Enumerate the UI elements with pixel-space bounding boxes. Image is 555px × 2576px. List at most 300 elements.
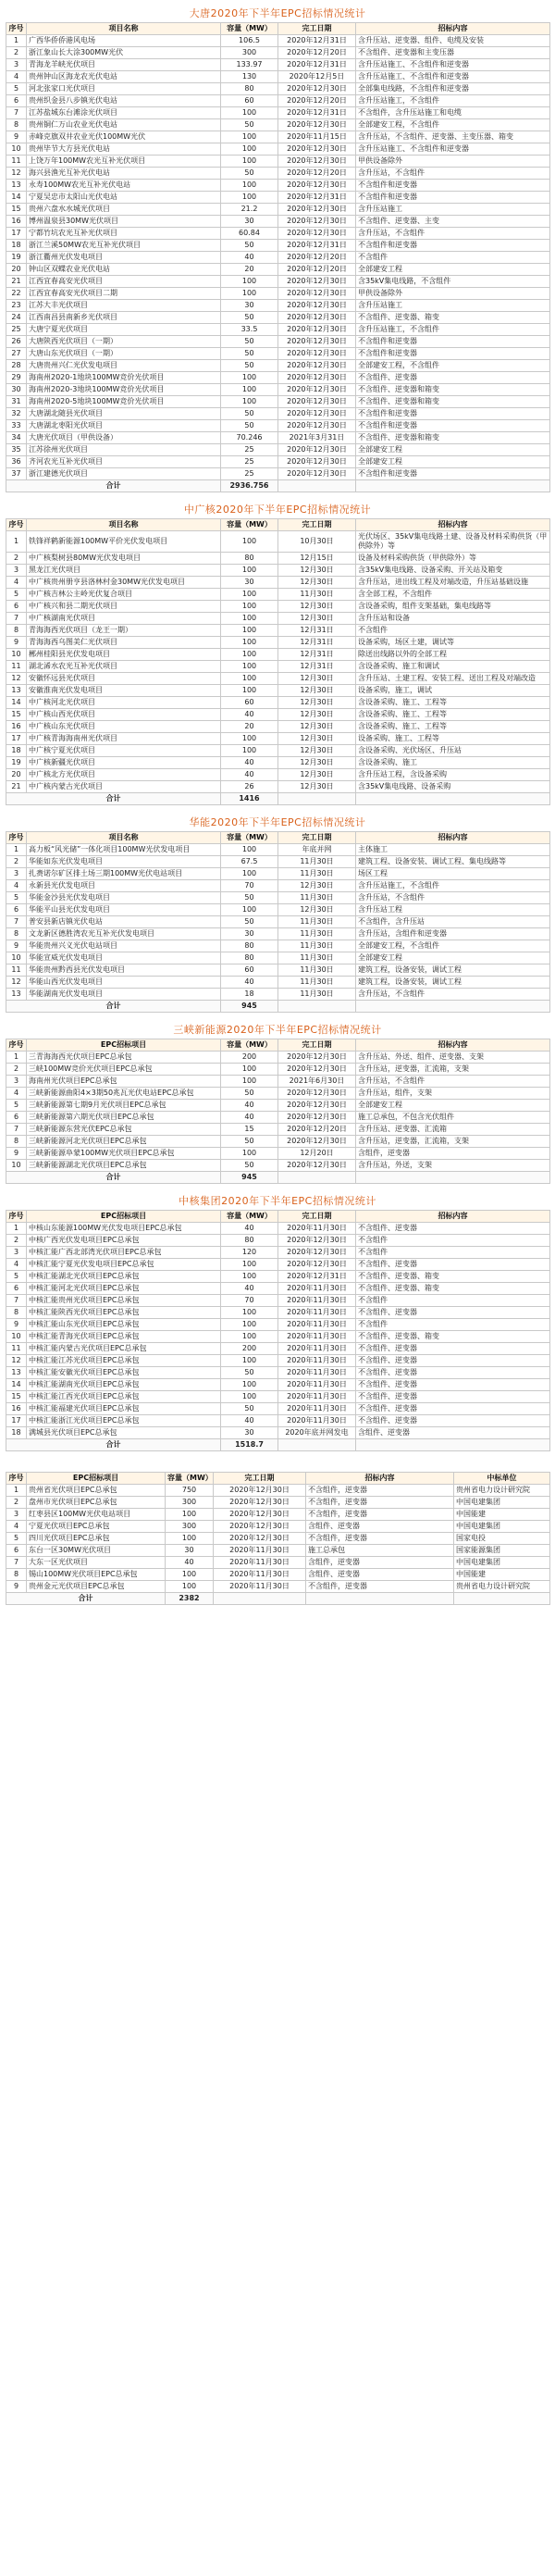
table-row: [6, 336, 550, 348]
table-cell: 12月31日: [278, 649, 356, 661]
table-cell: 3: [6, 565, 27, 577]
column-header: 完工日期: [278, 519, 356, 531]
table-cell: 中核汇能湖北光伏项目EPC总承包: [27, 1271, 221, 1283]
table-cell: 1: [6, 1223, 27, 1235]
table-cell: 钟山区双蝶农业光伏电站: [27, 264, 221, 276]
table-row: [6, 589, 550, 601]
table-cell: 中核汇能福建光伏项目EPC总承包: [27, 1403, 221, 1415]
table-cell: 17: [6, 733, 27, 745]
table-cell: 设备采购，场区土建，调试等: [356, 637, 550, 649]
table-cell: 2020年12月30日: [278, 156, 356, 168]
table-cell: 含35kV集电线路，不含组件: [356, 276, 550, 288]
table-row: [6, 531, 550, 553]
table-cell: 50: [221, 408, 278, 420]
table-cell: 2020年12月30日: [278, 216, 356, 228]
table-row: [6, 964, 550, 977]
table-cell: 不含组件、逆变器、主变: [356, 216, 550, 228]
table-cell: 4: [6, 1088, 27, 1100]
table-cell: 中核汇能安徽光伏项目EPC总承包: [27, 1367, 221, 1379]
column-header: 完工日期: [214, 1473, 306, 1485]
table-cell: 2020年12月30日: [278, 348, 356, 360]
table-cell: 11月30日: [278, 952, 356, 964]
column-header: 项目名称: [27, 832, 221, 844]
column-header: 容量（MW）: [221, 1039, 278, 1052]
table-cell: 8: [6, 1307, 27, 1319]
table-cell: 贵州钟山区海龙农光伏电站: [27, 71, 221, 83]
table-cell: 40: [221, 769, 278, 781]
table-row: [6, 904, 550, 916]
table-cell: 11月30日: [278, 977, 356, 989]
table-row: [6, 432, 550, 444]
table-cell: 不含组件、逆变器: [356, 1367, 550, 1379]
column-header: 序号: [6, 832, 27, 844]
table-cell: 21.2: [221, 204, 278, 216]
table-cell: 华能宣威光伏发电项目: [27, 952, 221, 964]
table-row: [6, 216, 550, 228]
table-cell: 12月30日: [278, 757, 356, 769]
table-cell: 2: [6, 47, 27, 59]
table-cell: 9: [6, 1581, 27, 1593]
table-cell: 不含组件和逆变器: [356, 348, 550, 360]
table-cell: 不含组件、逆变器: [356, 1307, 550, 1319]
table-row: [6, 1343, 550, 1355]
table-cell: 中广核宁夏光伏项目: [27, 745, 221, 757]
table-row: [6, 456, 550, 468]
table-cell: 100: [221, 531, 278, 553]
table-cell: 全部建安工程，不含组件: [356, 360, 550, 372]
table-row: [6, 59, 550, 71]
table-row: [6, 625, 550, 637]
table-cell: 大唐贵州兴仁光伏发电项目: [27, 360, 221, 372]
table-cell: 100: [221, 1064, 278, 1076]
column-header: 容量（MW）: [221, 519, 278, 531]
table-cell: 大唐山东光伏项目（一期）: [27, 348, 221, 360]
table-cell: 含组件、逆变器: [356, 1427, 550, 1439]
table-cell: 中广核新疆光伏项目: [27, 757, 221, 769]
table-cell: 贵州金元光伏项目EPC总承包: [27, 1581, 166, 1593]
table-cell: 满城县光伏项目EPC总承包: [27, 1427, 221, 1439]
table-cell: 博州温泉县30MW光伏项目: [27, 216, 221, 228]
table-cell: 全部建安工程: [356, 264, 550, 276]
column-header: 容量（MW）: [166, 1473, 214, 1485]
table-cell: 5: [6, 1533, 27, 1545]
table-cell: 郴州桂阳县光伏发电项目: [27, 649, 221, 661]
table-cell: 30: [166, 1545, 214, 1557]
table-cell: 含组件，逆变器: [306, 1557, 454, 1569]
table-cell: 4: [6, 1259, 27, 1271]
table-row: [6, 1160, 550, 1172]
table-cell: 施工总承包: [306, 1545, 454, 1557]
table-cell: 50: [221, 892, 278, 904]
table-cell: 2020年11月15日: [278, 131, 356, 143]
table-cell: 中广核湖南光伏项目: [27, 613, 221, 625]
table-cell: 100: [221, 180, 278, 192]
table-cell: 5: [6, 1271, 27, 1283]
table-cell: 光伏场区、35kV集电线路土建、设备及材料采购供货（甲供除外）等: [356, 531, 550, 553]
table-cell: 100: [221, 1148, 278, 1160]
table-row: [6, 276, 550, 288]
bid-table: [6, 1039, 550, 1184]
table-cell: 含设备采购、光伏场区、升压站: [356, 745, 550, 757]
table-cell: 10: [6, 1331, 27, 1343]
table-cell: 7: [6, 107, 27, 119]
table-cell: 12月30日: [278, 685, 356, 697]
table-cell: 四川光伏项目EPC总承包: [27, 1533, 166, 1545]
table-cell: 含升压站施工、不含组件和逆变器: [356, 71, 550, 83]
table-row: [6, 745, 550, 757]
table-cell: 50: [221, 336, 278, 348]
table-cell: 18: [6, 745, 27, 757]
table-cell: 国家电投: [454, 1533, 550, 1545]
total-row: [6, 480, 550, 492]
table-cell: 9: [6, 637, 27, 649]
table-cell: 华能平山县光伏发电项目: [27, 904, 221, 916]
table-cell: 不含组件和逆变器: [356, 192, 550, 204]
table-row: [6, 1112, 550, 1124]
table-cell: 20: [221, 264, 278, 276]
column-header: EPC招标项目: [27, 1473, 166, 1485]
table-cell: 青海龙羊峡光伏项目: [27, 59, 221, 71]
table-cell: 安徽怀远县光伏项目: [27, 673, 221, 685]
table-cell: 100: [221, 745, 278, 757]
table-cell: 含设备采购，组件支架基础，集电线路等: [356, 601, 550, 613]
table-cell: 不含组件和逆变器: [356, 336, 550, 348]
section-4: [6, 1022, 549, 1184]
table-cell: 100: [221, 1331, 278, 1343]
table-cell: 12月30日: [278, 769, 356, 781]
table-cell: 15: [221, 1124, 278, 1136]
table-cell: 18: [221, 989, 278, 1001]
table-cell: 2020年12月30日: [278, 1052, 356, 1064]
table-cell: 宁都竹坑农光互补光伏项目: [27, 228, 221, 240]
table-cell: 100: [221, 384, 278, 396]
table-cell: 大唐宁夏光伏项目: [27, 324, 221, 336]
total-row: [6, 793, 550, 805]
table-cell: 不含组件和逆变器: [356, 180, 550, 192]
table-cell: 不含组件、逆变器、箱变: [356, 1283, 550, 1295]
table-row: [6, 1100, 550, 1112]
table-cell: 2020年12月30日: [278, 1247, 356, 1259]
table-row: [6, 1052, 550, 1064]
table-cell: 2020年底并网发电: [278, 1427, 356, 1439]
table-cell: 中广核山西光伏项目: [27, 709, 221, 721]
table-cell: 含升压站施工、不含组件和逆变器: [356, 143, 550, 156]
table-cell: 中核汇能广西北部湾光伏项目EPC总承包: [27, 1247, 221, 1259]
table-cell: 含组件，逆变器: [356, 1148, 550, 1160]
table-row: [6, 757, 550, 769]
column-header: 完工日期: [278, 23, 356, 35]
table-cell: 宁夏光伏项目EPC总承包: [27, 1521, 166, 1533]
table-cell: 300: [221, 47, 278, 59]
table-cell: 4: [6, 71, 27, 83]
table-row: [6, 673, 550, 685]
table-cell: 全部建安工程: [356, 1100, 550, 1112]
table-cell: 12月30日: [278, 601, 356, 613]
table-row: [6, 468, 550, 480]
table-cell: 不含组件、逆变器、箱变: [356, 1331, 550, 1343]
table-cell: 32: [6, 408, 27, 420]
table-row: [6, 1307, 550, 1319]
table-row: [6, 264, 550, 276]
table-row: [6, 180, 550, 192]
bid-table: [6, 518, 550, 805]
table-cell: 含升压站，进出线工程及对端改造，升压站基础设施: [356, 577, 550, 589]
table-cell: 11: [6, 661, 27, 673]
table-cell: 不含组件和逆变器: [356, 420, 550, 432]
table-cell: 30: [221, 216, 278, 228]
table-cell: 12: [6, 977, 27, 989]
table-row: [6, 420, 550, 432]
table-cell: 1: [6, 35, 27, 47]
table-cell: 50: [221, 360, 278, 372]
table-cell: 中广核吉林公主岭光伏复合项目: [27, 589, 221, 601]
table-cell: 2020年12月20日: [278, 47, 356, 59]
table-row: [6, 204, 550, 216]
table-cell: 含全部工程，不含组件: [356, 589, 550, 601]
table-cell: 含组件、逆变器: [306, 1569, 454, 1581]
table-cell: 三峡新能源河北光伏项目EPC总承包: [27, 1136, 221, 1148]
table-cell: 江西南昌县南新乡光伏项目: [27, 312, 221, 324]
table-cell: 6: [6, 1545, 27, 1557]
table-cell: 30: [221, 1427, 278, 1439]
table-cell: 100: [221, 1391, 278, 1403]
table-cell: 70: [221, 880, 278, 892]
table-cell: 浙江衢州光伏发电项目: [27, 252, 221, 264]
table-cell: 含设备采购、施工、工程等: [356, 709, 550, 721]
table-cell: 100: [221, 1076, 278, 1088]
table-cell: 80: [221, 553, 278, 565]
table-cell: 贵州省电力设计研究院: [454, 1485, 550, 1497]
table-cell: 设备采购，施工，调试: [356, 685, 550, 697]
table-cell: 不含组件、逆变器: [356, 372, 550, 384]
table-cell: 不含组件、逆变器、箱变: [356, 312, 550, 324]
table-cell: 不含组件、逆变器、箱变: [356, 1271, 550, 1283]
table-cell: 11月30日: [278, 989, 356, 1001]
table-cell: 2020年12月30日: [278, 180, 356, 192]
table-cell: 100: [221, 637, 278, 649]
table-cell: 2020年12月30日: [278, 228, 356, 240]
table-cell: 海南州2020-1地块100MW竞价光伏项目: [27, 372, 221, 384]
table-cell: 11: [6, 964, 27, 977]
table-cell: 中国电建集团: [454, 1521, 550, 1533]
table-row: [6, 288, 550, 300]
table-cell: 1: [6, 531, 27, 553]
table-cell: 2020年12月20日: [278, 168, 356, 180]
table-row: [6, 143, 550, 156]
table-cell: 建筑工程、设备安装、调试工程、集电线路等: [356, 856, 550, 868]
table-cell: 高力板“风光储”一体化项目100MW光伏发电项目: [27, 844, 221, 856]
table-cell: 40: [166, 1557, 214, 1569]
table-cell: 4: [6, 1521, 27, 1533]
table-cell: 100: [166, 1569, 214, 1581]
table-cell: 33: [6, 420, 27, 432]
table-row: [6, 348, 550, 360]
table-row: [6, 228, 550, 240]
table-cell: 2020年11月30日: [278, 1307, 356, 1319]
table-cell: 黑龙江光伏项目: [27, 565, 221, 577]
table-cell: 不含组件、逆变器和箱变: [356, 432, 550, 444]
table-cell: 23: [6, 300, 27, 312]
table-cell: 8: [6, 1569, 27, 1581]
table-cell: 50: [221, 1403, 278, 1415]
table-cell: 江苏盐城东台滩涂光伏项目: [27, 107, 221, 119]
table-cell: 不含组件、逆变器和主变压器: [356, 47, 550, 59]
table-cell: 不含组件、逆变器和箱变: [356, 396, 550, 408]
table-cell: 不含组件、逆变器: [356, 1223, 550, 1235]
total-empty-cell: [454, 1593, 550, 1605]
table-row: [6, 1533, 550, 1545]
table-row: [6, 300, 550, 312]
table-cell: 16: [6, 216, 27, 228]
table-cell: 不含组件、逆变器: [356, 1259, 550, 1271]
table-cell: 场区工程: [356, 868, 550, 880]
total-row: [6, 1001, 550, 1013]
table-cell: 9: [6, 940, 27, 952]
table-row: [6, 565, 550, 577]
table-cell: 9: [6, 131, 27, 143]
total-label: 合计: [6, 793, 221, 805]
table-cell: 100: [221, 131, 278, 143]
table-cell: 100: [221, 288, 278, 300]
table-cell: 2020年12月30日: [278, 468, 356, 480]
table-cell: 不含组件: [356, 1235, 550, 1247]
table-row: [6, 156, 550, 168]
total-row: [6, 1172, 550, 1184]
table-cell: 华能贵州黔西县光伏发电项目: [27, 964, 221, 977]
table-cell: 2020年11月30日: [278, 1379, 356, 1391]
table-cell: 含设备采购、施工和调试: [356, 661, 550, 673]
table-cell: 华能湖南光伏发电项目: [27, 989, 221, 1001]
column-header: 招标内容: [356, 1211, 550, 1223]
table-cell: 含升压站、逆变器、组件、电缆及安装: [356, 35, 550, 47]
table-cell: 17: [6, 1415, 27, 1427]
table-cell: 不含组件，逆变器: [306, 1485, 454, 1497]
table-cell: 50: [221, 916, 278, 928]
table-cell: 10: [6, 649, 27, 661]
table-row: [6, 892, 550, 904]
table-cell: 100: [221, 733, 278, 745]
table-cell: 2020年11月30日: [278, 1343, 356, 1355]
table-row: [6, 1557, 550, 1569]
table-cell: 40: [221, 1415, 278, 1427]
table-cell: 21: [6, 276, 27, 288]
table-cell: 三峡新能源第七期9月光伏项目EPC总承包: [27, 1100, 221, 1112]
table-cell: 贵州六盘水水城光伏项目: [27, 204, 221, 216]
table-cell: 80: [221, 952, 278, 964]
table-cell: 中核广西光伏发电项目EPC总承包: [27, 1235, 221, 1247]
total-empty-cell: [356, 793, 550, 805]
table-cell: 12: [6, 168, 27, 180]
table-cell: 2: [6, 553, 27, 565]
table-cell: 2020年12月30日: [278, 420, 356, 432]
table-cell: 含设备采购、施工、工程等: [356, 721, 550, 733]
total-empty-cell: [356, 480, 550, 492]
table-cell: 6: [6, 1283, 27, 1295]
table-row: [6, 601, 550, 613]
table-cell: 不含组件，逆变器: [306, 1533, 454, 1545]
table-cell: 不含组件、逆变器: [356, 1355, 550, 1367]
table-cell: 100: [221, 192, 278, 204]
table-cell: 2020年12月30日: [278, 372, 356, 384]
table-cell: 浙江象山长大涂300MW光伏: [27, 47, 221, 59]
table-cell: 甲供设备除外: [356, 156, 550, 168]
table-row: [6, 989, 550, 1001]
table-cell: 浙江建德光伏项目: [27, 468, 221, 480]
table-cell: 12月30日: [278, 721, 356, 733]
table-cell: 2020年12月30日: [278, 288, 356, 300]
table-cell: 含升压站、土建工程、安装工程、送出工程及对端改造: [356, 673, 550, 685]
table-cell: 含升压站，不含组件: [356, 892, 550, 904]
table-cell: 3: [6, 59, 27, 71]
table-cell: 5: [6, 1100, 27, 1112]
table-cell: 2020年12月5日: [278, 71, 356, 83]
table-cell: 13: [6, 180, 27, 192]
column-header: 招标内容: [356, 832, 550, 844]
section-title: 华能2020年下半年EPC招标情况统计: [189, 816, 366, 828]
table-cell: 含升压站，外送，支架: [356, 1160, 550, 1172]
table-cell: 100: [221, 685, 278, 697]
table-cell: 20: [6, 769, 27, 781]
table-cell: 中广核青海海南州光伏项目: [27, 733, 221, 745]
table-cell: 主体施工: [356, 844, 550, 856]
table-header-row: [6, 1039, 550, 1052]
table-row: [6, 372, 550, 384]
table-cell: 全部集电线路，不含组件和逆变器: [356, 83, 550, 95]
table-cell: 2020年12月30日: [278, 1088, 356, 1100]
table-cell: 不含组件和逆变器: [356, 240, 550, 252]
table-row: [6, 1319, 550, 1331]
table-cell: 三峡新能源湖北光伏项目EPC总承包: [27, 1160, 221, 1172]
table-row: [6, 916, 550, 928]
total-label: 合计: [6, 1593, 166, 1605]
table-row: [6, 844, 550, 856]
table-cell: 中广核贵州册亨县洛林村金30MW光伏发电项目: [27, 577, 221, 589]
table-cell: 100: [221, 1355, 278, 1367]
table-cell: 中广核河北光伏项目: [27, 697, 221, 709]
table-cell: 齐河农光互补光伏项目: [27, 456, 221, 468]
table-row: [6, 324, 550, 336]
table-cell: 扎赉诺尔矿区排土场三期100MW光伏电站项目: [27, 868, 221, 880]
table-cell: 80: [221, 83, 278, 95]
table-cell: 不含组件、逆变器和箱变: [356, 384, 550, 396]
table-cell: 100: [166, 1581, 214, 1593]
table-row: [6, 697, 550, 709]
table-cell: 不含组件，含升压站: [356, 916, 550, 928]
section-title: 大唐2020年下半年EPC招标情况统计: [189, 7, 366, 19]
table-row: [6, 240, 550, 252]
table-cell: 133.97: [221, 59, 278, 71]
table-cell: 50: [221, 420, 278, 432]
table-cell: 三峡新能源阜蒙100MW光伏项目EPC总承包: [27, 1148, 221, 1160]
table-cell: 含升压站和设备: [356, 613, 550, 625]
table-cell: 2020年12月30日: [278, 324, 356, 336]
column-header: 项目名称: [27, 519, 221, 531]
table-cell: 含升压站工程，含设备采购: [356, 769, 550, 781]
table-row: [6, 1545, 550, 1557]
table-cell: 30: [221, 300, 278, 312]
table-cell: 12月30日: [278, 709, 356, 721]
table-cell: 赤峰克旗双井农业光伏100MW光伏: [27, 131, 221, 143]
table-cell: 8: [6, 1136, 27, 1148]
table-cell: 大唐陕西光伏项目（一期）: [27, 336, 221, 348]
table-row: [6, 952, 550, 964]
table-cell: 11月30日: [278, 916, 356, 928]
table-cell: 中核汇能江西光伏项目EPC总承包: [27, 1391, 221, 1403]
table-cell: 2020年11月30日: [278, 1283, 356, 1295]
table-cell: 33.5: [221, 324, 278, 336]
table-cell: 12月30日: [278, 781, 356, 793]
table-cell: 2020年12月30日: [278, 360, 356, 372]
